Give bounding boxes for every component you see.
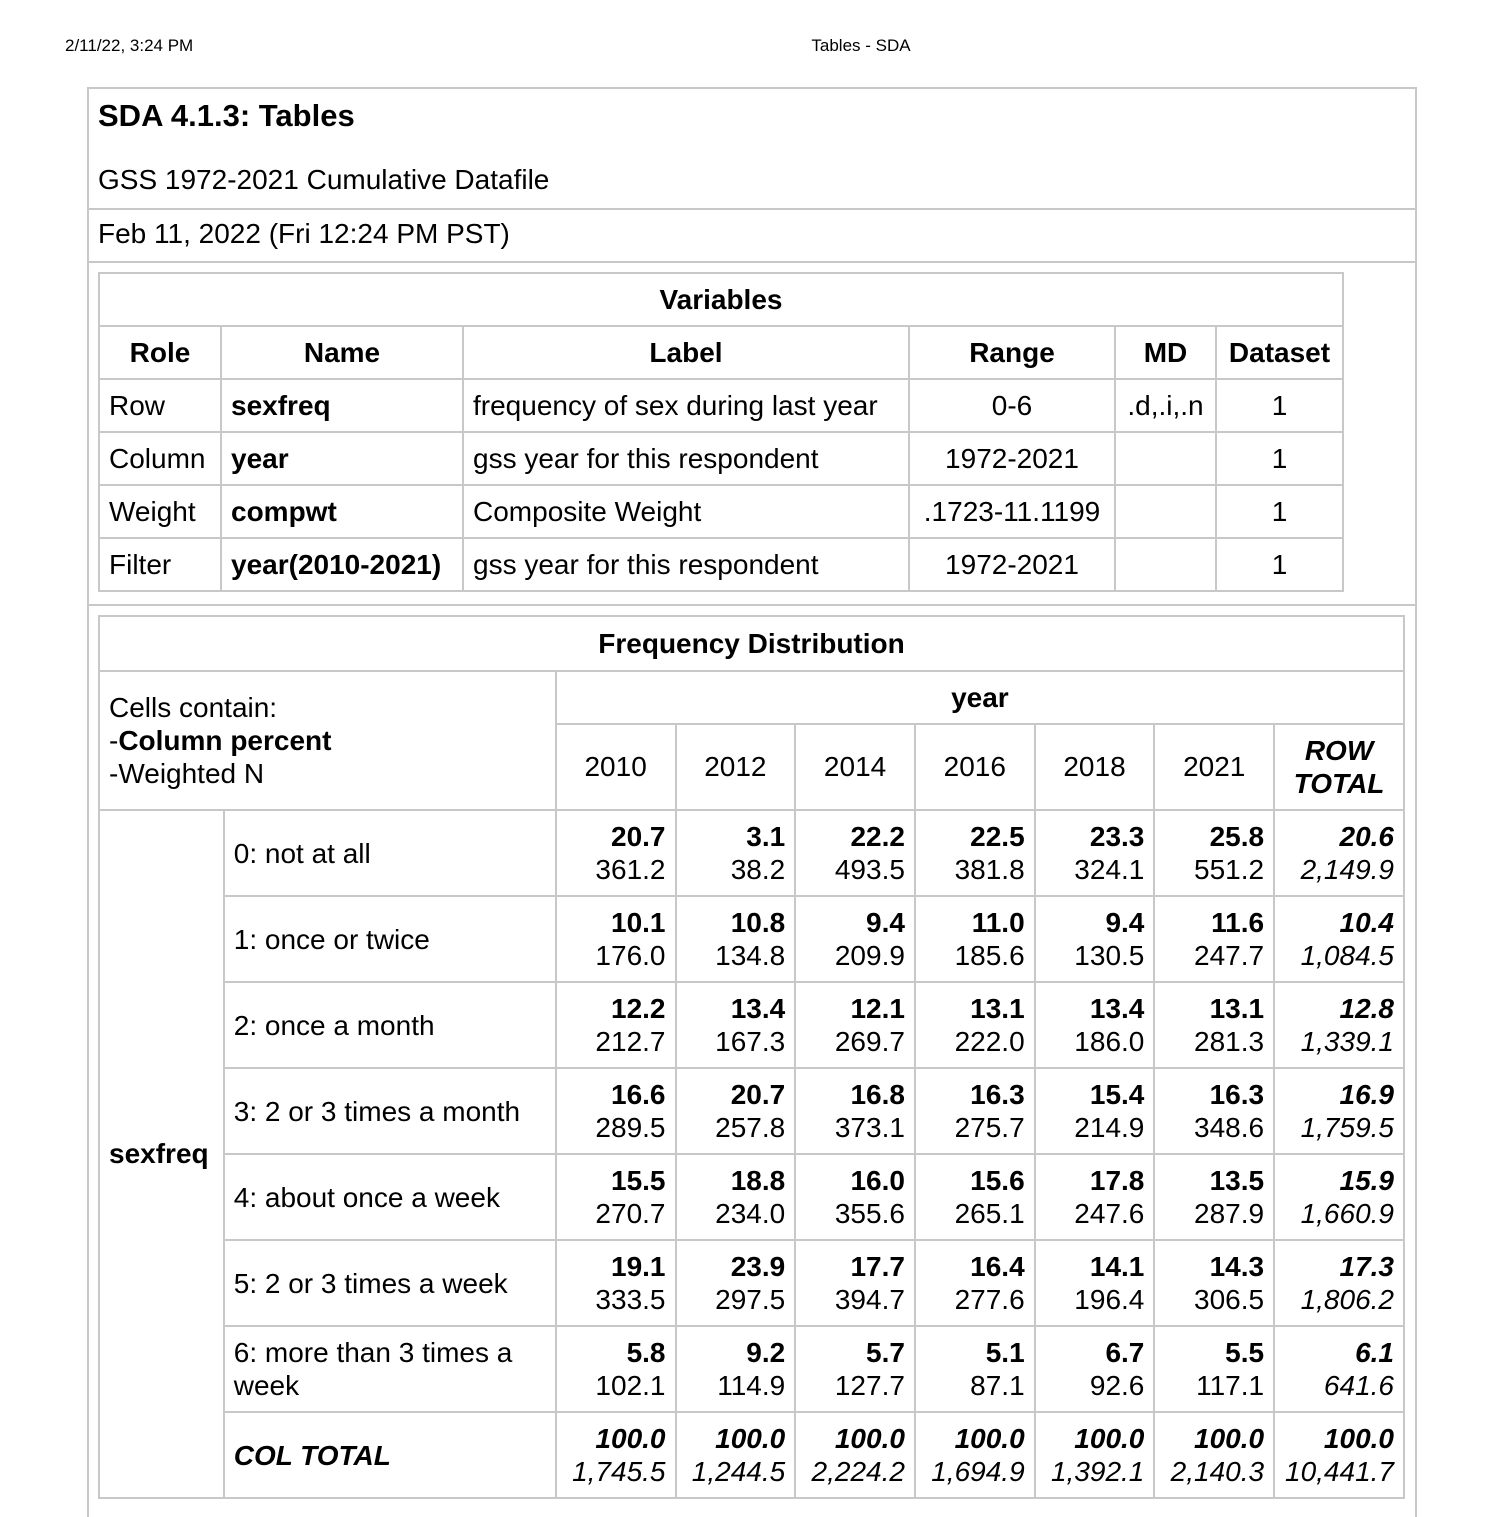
variables-table bbox=[98, 272, 1344, 592]
weighted-n: 333.5 bbox=[595, 1284, 666, 1315]
var-dataset: 1 bbox=[1216, 485, 1343, 538]
weighted-n: 247.6 bbox=[1074, 1198, 1145, 1229]
column-variable-header: year bbox=[556, 671, 1404, 724]
category-label: 2: once a month bbox=[224, 982, 556, 1068]
column-percent: 9.4 bbox=[1105, 907, 1145, 938]
weighted-n: 167.3 bbox=[715, 1026, 786, 1057]
weighted-n: 2,140.3 bbox=[1170, 1456, 1265, 1487]
weighted-n: 306.5 bbox=[1194, 1284, 1265, 1315]
weighted-n: 297.5 bbox=[715, 1284, 786, 1315]
year-header: 2012 bbox=[676, 724, 796, 810]
print-header bbox=[0, 36, 1500, 58]
weighted-n: 212.7 bbox=[595, 1026, 666, 1057]
dataset-name: GSS 1972-2021 Cumulative Datafile bbox=[98, 164, 550, 195]
data-cell bbox=[1035, 1412, 1155, 1498]
column-percent: 6.1 bbox=[1355, 1337, 1394, 1368]
data-cell bbox=[1154, 1240, 1274, 1326]
weighted-n: 381.8 bbox=[954, 854, 1025, 885]
var-dataset: 1 bbox=[1216, 432, 1343, 485]
data-cell bbox=[915, 810, 1035, 896]
column-percent: 20.7 bbox=[730, 1079, 786, 1110]
frequency-table bbox=[98, 615, 1405, 1499]
data-cell bbox=[795, 1154, 915, 1240]
header-range: Range bbox=[909, 326, 1115, 379]
weighted-n: 222.0 bbox=[954, 1026, 1025, 1057]
data-cell bbox=[556, 896, 676, 982]
category-label: 4: about once a week bbox=[224, 1154, 556, 1240]
data-cell bbox=[915, 1154, 1035, 1240]
weighted-n: 87.1 bbox=[970, 1370, 1025, 1401]
weighted-n: 348.6 bbox=[1194, 1112, 1265, 1143]
var-name: year bbox=[221, 432, 463, 485]
column-percent: 100.0 bbox=[954, 1423, 1025, 1454]
column-percent: 13.1 bbox=[1209, 993, 1265, 1024]
weighted-n: 114.9 bbox=[717, 1370, 786, 1401]
report-container bbox=[87, 87, 1417, 1517]
weighted-n: 324.1 bbox=[1074, 854, 1145, 885]
column-percent: 15.4 bbox=[1089, 1079, 1145, 1110]
data-cell bbox=[1154, 1154, 1274, 1240]
var-role: Filter bbox=[99, 538, 221, 591]
var-name: year(2010-2021) bbox=[221, 538, 463, 591]
variable-row bbox=[99, 538, 1343, 591]
var-label: Composite Weight bbox=[463, 485, 909, 538]
data-cell bbox=[1274, 1068, 1404, 1154]
weighted-n: 355.6 bbox=[834, 1198, 905, 1229]
weighted-n: 209.9 bbox=[834, 940, 905, 971]
row-variable-label: sexfreq bbox=[99, 810, 224, 1498]
variable-row bbox=[99, 379, 1343, 432]
data-cell bbox=[1035, 982, 1155, 1068]
column-percent: 5.7 bbox=[866, 1337, 905, 1368]
col-total-row bbox=[99, 1412, 1404, 1498]
header-md: MD bbox=[1115, 326, 1216, 379]
data-cell bbox=[1154, 1326, 1274, 1412]
column-percent: 20.7 bbox=[611, 821, 666, 852]
var-range: 1972-2021 bbox=[909, 432, 1115, 485]
category-label: 1: once or twice bbox=[224, 896, 556, 982]
column-percent: 15.6 bbox=[970, 1165, 1025, 1196]
table-row bbox=[99, 1068, 1404, 1154]
data-cell bbox=[795, 1326, 915, 1412]
column-percent: 100.0 bbox=[1194, 1423, 1265, 1454]
var-md bbox=[1115, 485, 1216, 538]
var-label: gss year for this respondent bbox=[463, 432, 909, 485]
column-percent: 10.4 bbox=[1339, 907, 1394, 938]
weighted-n: 127.7 bbox=[834, 1370, 905, 1401]
weighted-n: 117.1 bbox=[1196, 1370, 1265, 1401]
data-cell bbox=[1274, 1326, 1404, 1412]
data-cell bbox=[915, 1326, 1035, 1412]
header-label: Label bbox=[463, 326, 909, 379]
data-cell bbox=[1274, 896, 1404, 982]
column-percent: 15.5 bbox=[611, 1165, 666, 1196]
data-cell bbox=[676, 1154, 796, 1240]
column-percent: 20.6 bbox=[1339, 821, 1394, 852]
data-cell bbox=[676, 896, 796, 982]
data-cell bbox=[1035, 1240, 1155, 1326]
data-cell bbox=[1274, 982, 1404, 1068]
column-percent: 5.8 bbox=[626, 1337, 666, 1368]
table-row bbox=[99, 810, 1404, 896]
weighted-n: 2,224.2 bbox=[811, 1456, 905, 1487]
data-cell bbox=[915, 1412, 1035, 1498]
var-name: compwt bbox=[221, 485, 463, 538]
data-cell bbox=[1154, 1412, 1274, 1498]
year-header: 2021 bbox=[1154, 724, 1274, 810]
weighted-n: 373.1 bbox=[834, 1112, 905, 1143]
var-range: 0-6 bbox=[909, 379, 1115, 432]
weighted-n: 10,441.7 bbox=[1285, 1456, 1394, 1487]
weighted-n: 185.6 bbox=[954, 940, 1025, 971]
data-cell bbox=[1035, 810, 1155, 896]
legend-weighted-n: -Weighted N bbox=[109, 758, 265, 789]
column-percent: 25.8 bbox=[1209, 821, 1265, 852]
column-percent: 12.2 bbox=[611, 993, 666, 1024]
year-header: 2018 bbox=[1035, 724, 1155, 810]
weighted-n: 1,392.1 bbox=[1050, 1456, 1145, 1487]
data-cell bbox=[795, 982, 915, 1068]
run-date: Feb 11, 2022 (Fri 12:24 PM PST) bbox=[98, 218, 510, 249]
header-name: Name bbox=[221, 326, 463, 379]
table-row bbox=[99, 1240, 1404, 1326]
data-cell bbox=[1154, 982, 1274, 1068]
column-percent: 12.1 bbox=[850, 993, 905, 1024]
weighted-n: 38.2 bbox=[730, 854, 786, 885]
data-cell bbox=[915, 1068, 1035, 1154]
data-cell bbox=[676, 1240, 796, 1326]
column-percent: 19.1 bbox=[611, 1251, 666, 1282]
var-label: frequency of sex during last year bbox=[463, 379, 909, 432]
category-label: 6: more than 3 times a week bbox=[224, 1326, 556, 1412]
var-range: .1723-11.1199 bbox=[909, 485, 1115, 538]
column-percent: 11.6 bbox=[1211, 907, 1265, 938]
column-percent: 100.0 bbox=[834, 1423, 905, 1454]
column-percent: 22.5 bbox=[970, 821, 1025, 852]
legend-dash: - bbox=[109, 725, 119, 756]
run-date-section bbox=[89, 210, 1415, 263]
column-percent: 14.1 bbox=[1089, 1251, 1145, 1282]
variables-caption: Variables bbox=[99, 273, 1343, 326]
weighted-n: 265.1 bbox=[954, 1198, 1025, 1229]
legend-column-percent: Column percent bbox=[118, 725, 332, 756]
table-row bbox=[99, 1326, 1404, 1412]
data-cell bbox=[1035, 896, 1155, 982]
data-cell bbox=[556, 1068, 676, 1154]
year-header: 2014 bbox=[795, 724, 915, 810]
data-cell bbox=[1154, 896, 1274, 982]
frequency-section bbox=[89, 606, 1415, 1499]
column-percent: 16.6 bbox=[611, 1079, 666, 1110]
data-cell bbox=[676, 810, 796, 896]
data-cell bbox=[556, 810, 676, 896]
col-total-label: COL TOTAL bbox=[224, 1412, 556, 1498]
column-percent: 13.5 bbox=[1209, 1165, 1265, 1196]
column-percent: 23.3 bbox=[1089, 821, 1145, 852]
weighted-n: 247.7 bbox=[1194, 940, 1265, 971]
column-percent: 17.8 bbox=[1089, 1165, 1145, 1196]
data-cell bbox=[1274, 1240, 1404, 1326]
column-percent: 15.9 bbox=[1339, 1165, 1394, 1196]
column-percent: 5.5 bbox=[1225, 1337, 1265, 1368]
data-cell bbox=[915, 1240, 1035, 1326]
weighted-n: 275.7 bbox=[954, 1112, 1025, 1143]
report-title-section bbox=[89, 89, 1415, 210]
data-cell bbox=[1154, 810, 1274, 896]
var-label: gss year for this respondent bbox=[463, 538, 909, 591]
weighted-n: 641.6 bbox=[1323, 1370, 1394, 1401]
var-name: sexfreq bbox=[221, 379, 463, 432]
year-header: 2016 bbox=[915, 724, 1035, 810]
data-cell bbox=[1274, 1154, 1404, 1240]
category-label: 5: 2 or 3 times a week bbox=[224, 1240, 556, 1326]
var-md: .d,.i,.n bbox=[1115, 379, 1216, 432]
var-role: Column bbox=[99, 432, 221, 485]
weighted-n: 1,244.5 bbox=[691, 1456, 786, 1487]
weighted-n: 92.6 bbox=[1089, 1370, 1145, 1401]
column-percent: 12.8 bbox=[1339, 993, 1394, 1024]
category-label: 0: not at all bbox=[224, 810, 556, 896]
column-percent: 13.4 bbox=[1089, 993, 1145, 1024]
column-percent: 13.4 bbox=[730, 993, 786, 1024]
weighted-n: 176.0 bbox=[595, 940, 666, 971]
weighted-n: 289.5 bbox=[595, 1112, 666, 1143]
data-cell bbox=[676, 1326, 796, 1412]
column-percent: 16.3 bbox=[970, 1079, 1025, 1110]
data-cell bbox=[1274, 1412, 1404, 1498]
weighted-n: 361.2 bbox=[595, 854, 666, 885]
column-percent: 9.2 bbox=[746, 1337, 786, 1368]
column-percent: 3.1 bbox=[746, 821, 786, 852]
weighted-n: 234.0 bbox=[715, 1198, 786, 1229]
column-percent: 16.9 bbox=[1339, 1079, 1394, 1110]
row-total-label: ROW bbox=[1304, 735, 1374, 766]
column-percent: 13.1 bbox=[970, 993, 1025, 1024]
column-percent: 17.3 bbox=[1339, 1251, 1394, 1282]
column-percent: 100.0 bbox=[595, 1423, 666, 1454]
data-cell bbox=[1035, 1154, 1155, 1240]
variables-header-row bbox=[99, 326, 1343, 379]
weighted-n: 134.8 bbox=[715, 940, 786, 971]
data-cell bbox=[676, 1412, 796, 1498]
weighted-n: 196.4 bbox=[1074, 1284, 1145, 1315]
data-cell bbox=[1274, 810, 1404, 896]
var-range: 1972-2021 bbox=[909, 538, 1115, 591]
weighted-n: 1,660.9 bbox=[1300, 1198, 1394, 1229]
data-cell bbox=[1035, 1326, 1155, 1412]
data-cell bbox=[795, 1068, 915, 1154]
column-percent: 5.1 bbox=[985, 1337, 1025, 1368]
column-percent: 17.7 bbox=[850, 1251, 905, 1282]
weighted-n: 186.0 bbox=[1074, 1026, 1145, 1057]
print-timestamp: 2/11/22, 3:24 PM bbox=[65, 36, 194, 55]
weighted-n: 269.7 bbox=[834, 1026, 905, 1057]
weighted-n: 1,745.5 bbox=[572, 1456, 666, 1487]
var-md bbox=[1115, 538, 1216, 591]
column-percent: 100.0 bbox=[715, 1423, 786, 1454]
data-cell bbox=[676, 982, 796, 1068]
column-percent: 16.0 bbox=[850, 1165, 905, 1196]
header-role: Role bbox=[99, 326, 221, 379]
report-title: SDA 4.1.3: Tables bbox=[98, 98, 355, 133]
category-label: 3: 2 or 3 times a month bbox=[224, 1068, 556, 1154]
column-percent: 18.8 bbox=[730, 1165, 786, 1196]
column-percent: 22.2 bbox=[850, 821, 905, 852]
weighted-n: 270.7 bbox=[595, 1198, 666, 1229]
table-row bbox=[99, 896, 1404, 982]
column-percent: 11.0 bbox=[971, 907, 1025, 938]
table-row bbox=[99, 982, 1404, 1068]
cells-contain-label: Cells contain: bbox=[109, 692, 278, 723]
var-dataset: 1 bbox=[1216, 379, 1343, 432]
weighted-n: 493.5 bbox=[834, 854, 905, 885]
column-percent: 100.0 bbox=[1323, 1423, 1394, 1454]
data-cell bbox=[795, 1412, 915, 1498]
data-cell bbox=[556, 1240, 676, 1326]
data-cell bbox=[556, 982, 676, 1068]
data-cell bbox=[795, 810, 915, 896]
variable-row bbox=[99, 485, 1343, 538]
data-cell bbox=[1154, 1068, 1274, 1154]
row-total-header bbox=[1274, 724, 1404, 810]
data-cell bbox=[795, 896, 915, 982]
column-percent: 16.3 bbox=[1209, 1079, 1265, 1110]
weighted-n: 1,806.2 bbox=[1300, 1284, 1394, 1315]
weighted-n: 277.6 bbox=[954, 1284, 1025, 1315]
var-md bbox=[1115, 432, 1216, 485]
frequency-caption: Frequency Distribution bbox=[99, 616, 1404, 671]
weighted-n: 1,694.9 bbox=[931, 1456, 1025, 1487]
year-header: 2010 bbox=[556, 724, 676, 810]
column-percent: 10.1 bbox=[611, 907, 666, 938]
var-role: Row bbox=[99, 379, 221, 432]
variable-row bbox=[99, 432, 1343, 485]
header-dataset: Dataset bbox=[1216, 326, 1343, 379]
weighted-n: 281.3 bbox=[1194, 1026, 1265, 1057]
column-percent: 23.9 bbox=[730, 1251, 786, 1282]
column-percent: 6.7 bbox=[1105, 1337, 1145, 1368]
weighted-n: 1,339.1 bbox=[1300, 1026, 1394, 1057]
data-cell bbox=[556, 1412, 676, 1498]
column-percent: 9.4 bbox=[866, 907, 905, 938]
column-percent: 14.3 bbox=[1209, 1251, 1265, 1282]
data-cell bbox=[676, 1068, 796, 1154]
data-cell bbox=[915, 982, 1035, 1068]
data-cell bbox=[556, 1326, 676, 1412]
data-cell bbox=[556, 1154, 676, 1240]
weighted-n: 214.9 bbox=[1074, 1112, 1145, 1143]
weighted-n: 287.9 bbox=[1194, 1198, 1265, 1229]
weighted-n: 257.8 bbox=[715, 1112, 786, 1143]
weighted-n: 1,759.5 bbox=[1300, 1112, 1394, 1143]
column-percent: 16.4 bbox=[970, 1251, 1025, 1282]
var-dataset: 1 bbox=[1216, 538, 1343, 591]
weighted-n: 1,084.5 bbox=[1300, 940, 1394, 971]
data-cell bbox=[1035, 1068, 1155, 1154]
column-percent: 16.8 bbox=[850, 1079, 905, 1110]
weighted-n: 551.2 bbox=[1194, 854, 1265, 885]
cells-contain-legend bbox=[99, 671, 556, 810]
data-cell bbox=[915, 896, 1035, 982]
table-row bbox=[99, 1154, 1404, 1240]
row-total-label: TOTAL bbox=[1293, 768, 1385, 799]
data-cell bbox=[795, 1240, 915, 1326]
weighted-n: 2,149.9 bbox=[1300, 854, 1394, 885]
variables-section bbox=[89, 263, 1415, 606]
weighted-n: 130.5 bbox=[1074, 940, 1145, 971]
weighted-n: 102.1 bbox=[595, 1370, 666, 1401]
print-page-title: Tables - SDA bbox=[811, 36, 911, 55]
weighted-n: 394.7 bbox=[834, 1284, 905, 1315]
column-percent: 10.8 bbox=[730, 907, 786, 938]
column-percent: 100.0 bbox=[1074, 1423, 1145, 1454]
var-role: Weight bbox=[99, 485, 221, 538]
